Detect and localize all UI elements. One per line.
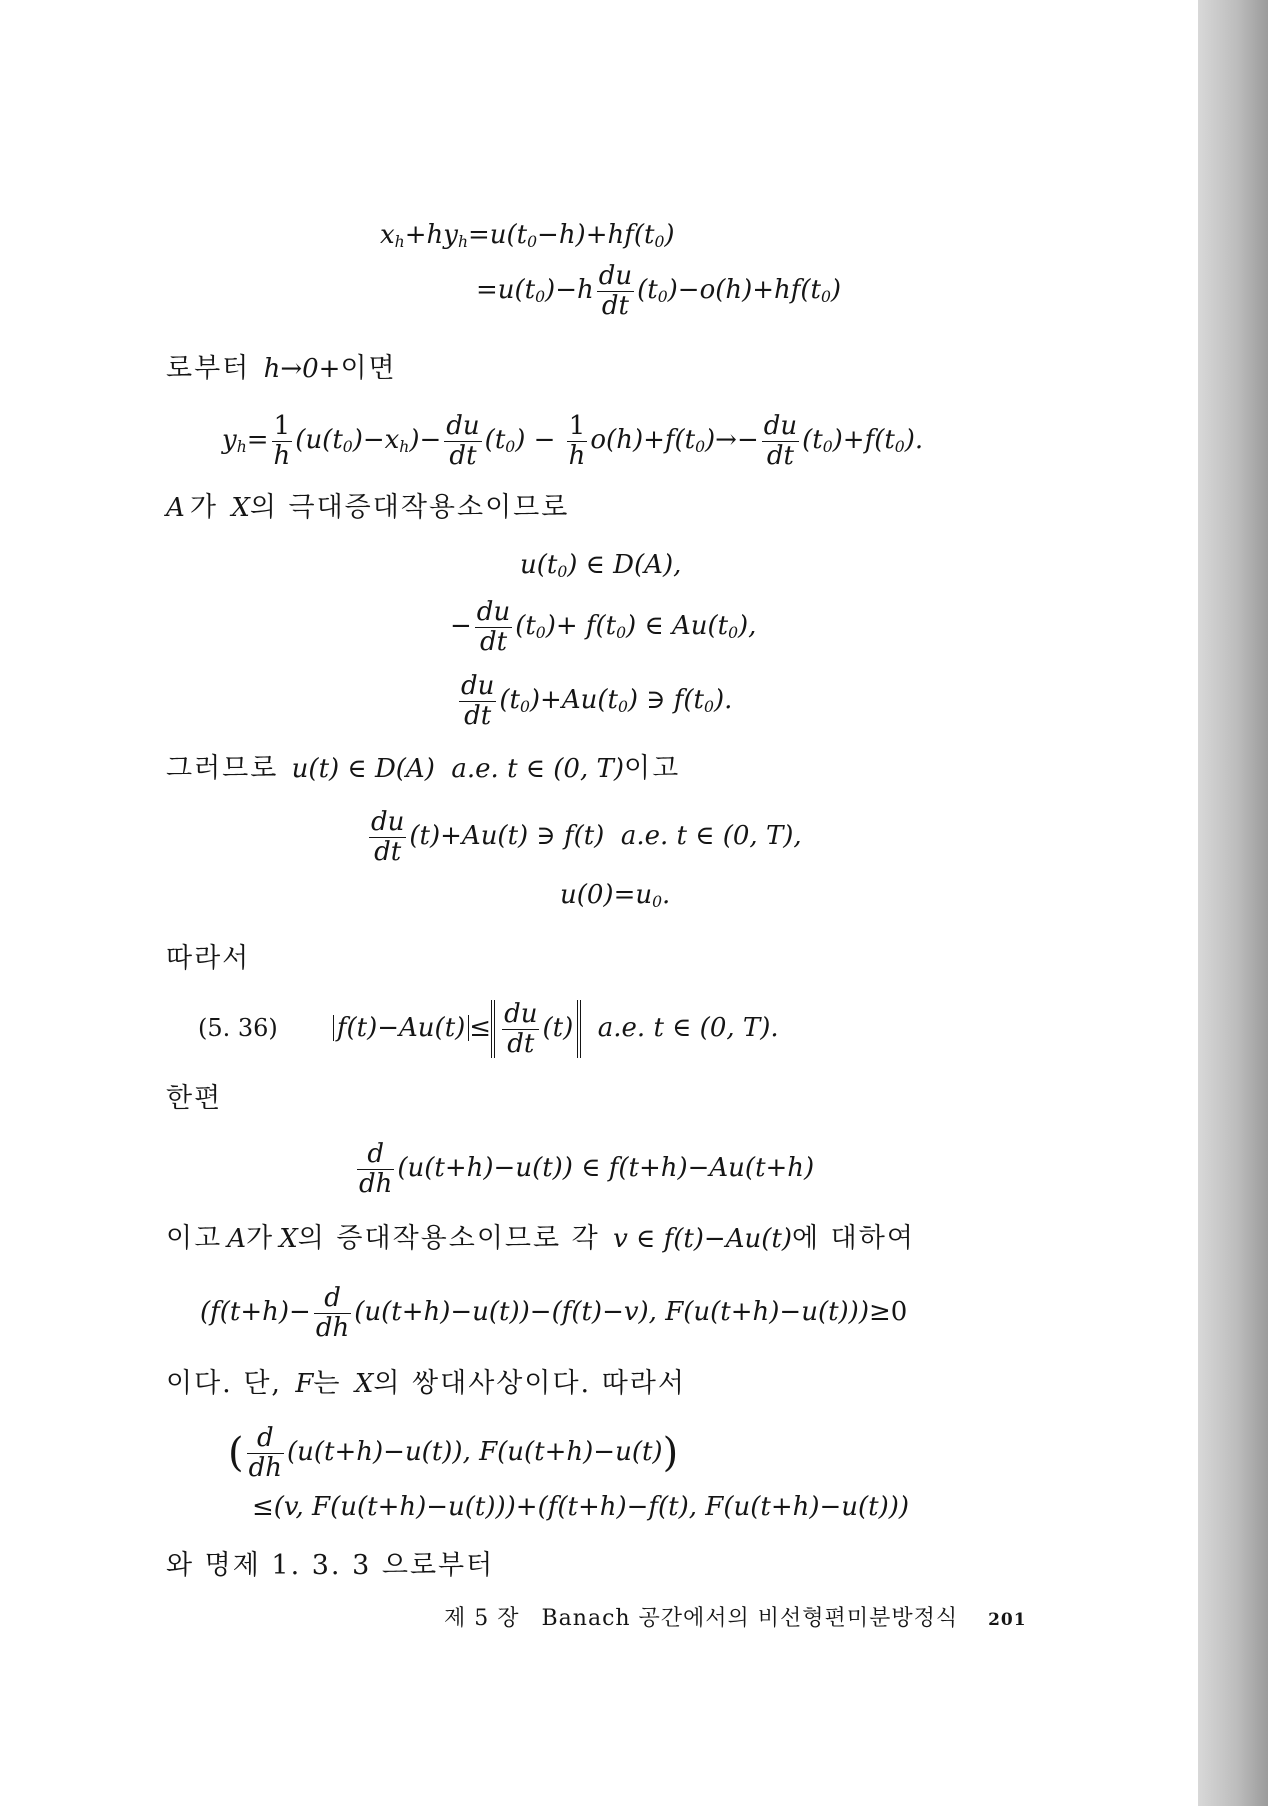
page-number: 201 xyxy=(988,1610,1027,1630)
equation-line-evolution: $\frac{du}{dt}$ (t)+Au(t) ∋ f(t) a.e. t ∈ (0, T), xyxy=(371,807,802,867)
equation-line-yh: $y_h=$ $\frac{1}{h}$ $(u(t_0)-x_h)-$ $\frac{du}{dt}$ $(t_0)$ − $\frac{1}{h}$ $o(h)+f(t_0)\to-$ $\frac{du}{dt}$ $(t_0)+f(t_0)$. xyxy=(222,411,924,471)
text-line-maximal: A 가 X의 극대증대작용소이므로 xyxy=(166,492,570,523)
equation-line-1: $x_h+hy_h=u(t_0-h)+hf(t_0)$ xyxy=(380,220,675,251)
equation-line-pairing: ( $\frac{d}{dh}$ (u(t+h)−u(t)), F(u(t+h)−u(t)) xyxy=(228,1423,679,1483)
equation-line-contains: $\frac{du}{dt}$ $(t_0)+Au(t_0)$ ∋ $f(t_0)$. xyxy=(461,671,733,731)
page-edge-shadow xyxy=(1198,0,1268,1806)
text-line-proposition: 와 명제 1. 3. 3 으로부터 xyxy=(166,1550,495,1581)
footer-chapter: 제 5 장 xyxy=(444,1606,520,1631)
text-line-accretive: 이고 A가 X의 증대작용소이므로 각 v ∈ f(t)−Au(t)에 대하여 xyxy=(166,1223,915,1254)
equation-line-2: $=u(t_0)-h$ $\frac{du}{dt}$ $(t_0)-o(h)+hf(t_0)$ xyxy=(476,261,842,321)
footer-title: Banach 공간에서의 비선형편미분방정식 xyxy=(541,1606,959,1631)
text-line-hence: 따라서 xyxy=(166,943,251,974)
equation-line-initial: $u(0)=u_0$. xyxy=(560,880,671,911)
text-line-therefore: 그러므로 u(t) ∈ D(A) a.e. t ∈ (0, T)이고 xyxy=(166,753,681,784)
equation-line-inequality: (f(t+h)− $\frac{d}{dh}$ (u(t+h)−u(t))−(f(t)−v), F(u(t+h)−u(t)))≥0 xyxy=(200,1283,908,1343)
equation-number: (5. 36) xyxy=(198,1014,278,1043)
equation-line-bound: ≤(v, F(u(t+h)−u(t)))+(f(t+h)−f(t), F(u(t+h)−u(t))) xyxy=(252,1492,910,1522)
page-footer xyxy=(444,1608,1027,1630)
text-line-on-the-other-hand: 한편 xyxy=(166,1083,223,1114)
equation-line-5-36: (5. 36) f(t)−Au(t) ≤ $\frac{du}{dt}$ (t) a.e. t ∈ (0, T). xyxy=(198,999,779,1059)
text-line-duality-map: 이다. 단, F는 X의 쌍대사상이다. 따라서 xyxy=(166,1368,686,1399)
equation-line-inclusion: − $\frac{du}{dt}$ $(t_0)+ f(t_0)$ ∈ $Au(t_0)$, xyxy=(450,597,757,657)
equation-line-difference-quotient: $\frac{d}{dh}$ (u(t+h)−u(t)) ∈ f(t+h)−Au(t+h) xyxy=(359,1139,815,1199)
text-line-from: 로부터 h→0+이면 xyxy=(166,353,397,384)
equation-line-domain: $u(t_0)$ ∈ D(A), xyxy=(520,550,682,581)
